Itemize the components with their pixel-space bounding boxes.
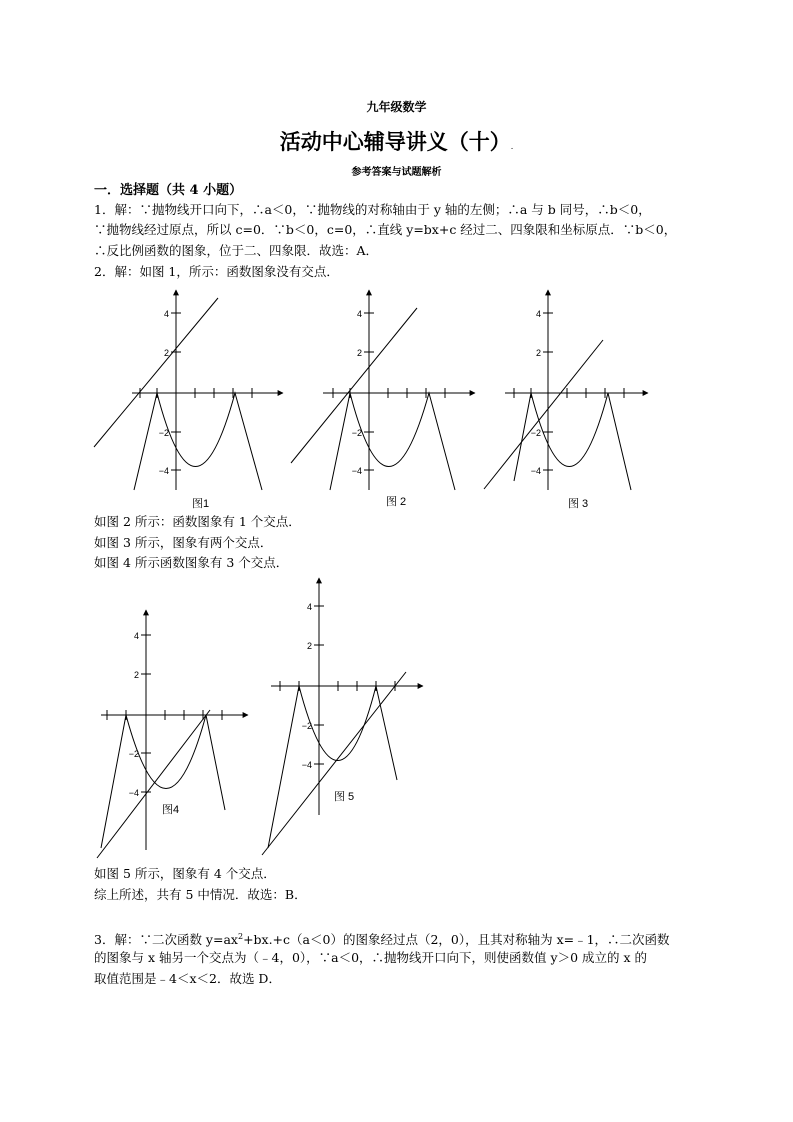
q2-fig4-text: 如图 4 所示函数图象有 3 个交点． xyxy=(94,555,289,570)
figure-4 xyxy=(97,610,248,858)
fig2-tick-2: 2 xyxy=(356,348,362,358)
fig2-tick-neg4: −4 xyxy=(351,466,362,476)
fig3-tick-neg2: −2 xyxy=(530,428,541,438)
q1-line-2: ∵抛物线经过原点，所以 c=0．∵b＜0，c=0，∴直线 y=bx+c 经过二、四象限和坐标原点．∵b＜0， xyxy=(94,222,677,237)
q3-line-1a: 3．解：∵二次函数 y=ax xyxy=(94,932,238,948)
fig3-line xyxy=(484,340,603,489)
section-title: 一．选择题（共 4 小题） xyxy=(94,183,243,198)
fig2-line xyxy=(291,308,417,463)
fig2-tick-4: 4 xyxy=(356,309,362,319)
fig1-curve xyxy=(134,393,262,490)
page-subtitle: 参考答案与试题解析 xyxy=(351,167,442,178)
fig4-tick-4: 4 xyxy=(133,631,139,641)
q3-line-1b: +bx.+c（a＜0）的图象经过点（2，0），且其对称轴为 x=﹣1，∴二次函数 xyxy=(243,932,670,948)
fig4-tick-2: 2 xyxy=(133,670,139,680)
fig3-tick-2: 2 xyxy=(535,348,541,358)
fig2-tick-neg2: −2 xyxy=(351,428,362,438)
page-title-text: 活动中心辅导讲义（十） xyxy=(279,129,511,154)
figure-5 xyxy=(262,578,423,855)
q3-line-3: 取值范围是﹣4＜x＜2．故选 D． xyxy=(94,971,281,986)
title-mark: . xyxy=(510,142,514,151)
fig5-tick-2: 2 xyxy=(306,641,312,651)
q1-line-3: ∴反比例函数的图象，位于二、四象限．故选：A． xyxy=(94,243,379,258)
fig3-tick-4: 4 xyxy=(535,309,541,319)
figure-1 xyxy=(94,290,283,490)
q2-intro: 2．解：如图 1，所示：函数图象没有交点． xyxy=(94,264,339,279)
fig3-caption: 图 3 xyxy=(568,498,589,510)
q3-line-1 xyxy=(94,927,704,950)
fig5-line xyxy=(262,672,406,855)
fig5-caption: 图 5 xyxy=(334,791,355,803)
fig4-tick-neg2: −2 xyxy=(128,749,139,759)
fig4-tick-neg4: −4 xyxy=(128,788,139,798)
figure-2 xyxy=(291,290,475,490)
q3-line-2: 的图象与 x 轴另一个交点为（﹣4，0），∵a＜0，∴抛物线开口向下，则使函数值 y＞0 成立的 x 的 xyxy=(94,950,648,965)
q2-fig5-text: 如图 5 所示，图象有 4 个交点． xyxy=(94,866,276,881)
fig5-curve xyxy=(268,686,397,848)
fig5-tick-neg2: −2 xyxy=(301,721,312,731)
q1-line-1: 1．解：∵抛物线开口向下，∴a＜0，∵抛物线的对称轴由于 y 轴的左侧；∴a 与 b 同号，∴b＜0， xyxy=(94,202,651,217)
fig1-tick-2: 2 xyxy=(163,348,169,358)
fig4-caption: 图4 xyxy=(162,804,180,816)
fig1-line xyxy=(94,298,218,447)
q2-conclusion: 综上所述，共有 5 中情况．故选：B． xyxy=(94,887,307,902)
fig3-tick-neg4: −4 xyxy=(530,466,541,476)
q2-fig2-text: 如图 2 所示：函数图象有 1 个交点． xyxy=(94,514,301,529)
fig4-line xyxy=(97,710,210,858)
fig2-caption: 图 2 xyxy=(386,496,407,508)
fig1-tick-neg4: −4 xyxy=(158,466,169,476)
q3-superscript: 2 xyxy=(237,932,244,941)
fig1-tick-neg2: −2 xyxy=(158,428,169,438)
grade-label: 九年级数学 xyxy=(366,100,427,114)
fig5-tick-4: 4 xyxy=(306,602,312,612)
q2-fig3-text: 如图 3 所示，图象有两个交点． xyxy=(94,535,273,550)
fig5-tick-neg4: −4 xyxy=(301,760,312,770)
fig2-curve xyxy=(330,393,455,490)
fig1-caption: 图1 xyxy=(192,498,210,510)
fig1-tick-4: 4 xyxy=(163,309,169,319)
figure-3 xyxy=(484,290,648,490)
